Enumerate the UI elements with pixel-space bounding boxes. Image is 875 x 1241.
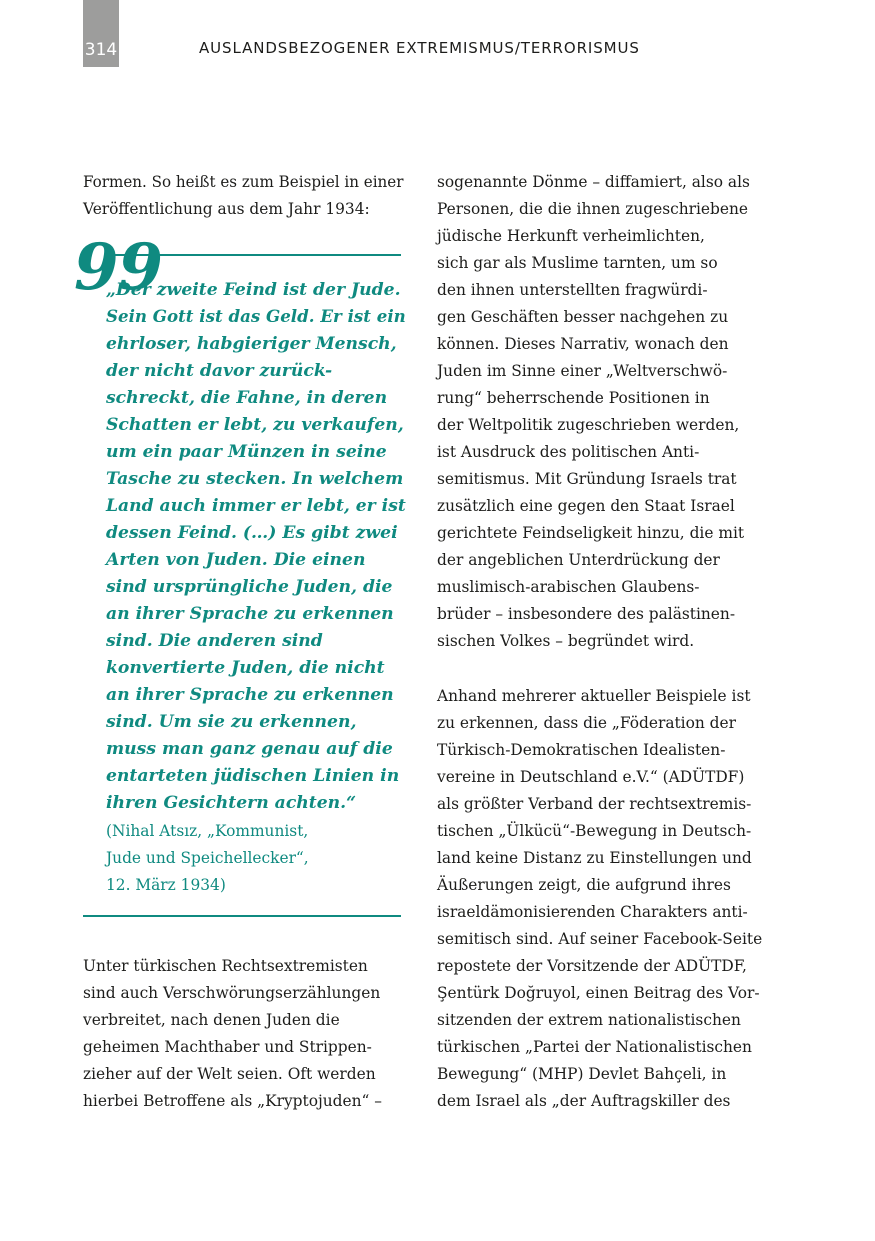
- quote-line: entarteten jüdischen Linien in: [106, 766, 400, 786]
- text-line: den ihnen unterstellten fragwürdi-: [437, 281, 708, 299]
- text-line: Juden im Sinne einer „Weltverschwö-: [437, 362, 728, 380]
- quote-line: an ihrer Sprache zu erkennen: [106, 685, 394, 705]
- text-line: Unter türkischen Rechtsextremisten: [83, 957, 368, 975]
- text-line: dem Israel als „der Auftragskiller des: [437, 1092, 731, 1110]
- text-line: sind auch Verschwörungserzählungen: [83, 984, 381, 1002]
- page-number-tab: [83, 0, 119, 67]
- text-line: zu erkennen, dass die „Föderation der: [437, 714, 736, 732]
- quote-line: „Der zweite Feind ist der Jude.: [106, 280, 401, 300]
- quote-line: Sein Gott ist das Geld. Er ist ein: [106, 307, 406, 327]
- right-paragraph-1: [437, 169, 767, 655]
- text-line: der Weltpolitik zugeschrieben werden,: [437, 416, 740, 434]
- quote-bottom-rule: [83, 915, 401, 917]
- text-line: sich gar als Muslime tarnten, um so: [437, 254, 718, 272]
- quote-line: sind. Die anderen sind: [106, 631, 323, 651]
- quote-line: der nicht davor zurück-: [106, 361, 333, 381]
- text-line: vereine in Deutschland e.V.“ (ADÜTDF): [437, 768, 745, 786]
- text-line: jüdische Herkunft verheimlichten,: [437, 227, 705, 245]
- text-line: gerichtete Feindseligkeit hinzu, die mit: [437, 524, 745, 542]
- text-line: der angeblichen Unterdrückung der: [437, 551, 720, 569]
- text-line: geheimen Machthaber und Strippen-: [83, 1038, 372, 1056]
- text-line: sischen Volkes – begründet wird.: [437, 632, 695, 650]
- text-line: Formen. So heißt es zum Beispiel in einer: [83, 173, 404, 191]
- text-line: sogenannte Dönme – diffamiert, also als: [437, 173, 750, 191]
- text-line: Anhand mehrerer aktueller Beispiele ist: [437, 687, 751, 705]
- text-line: sitzenden der extrem nationalistischen: [437, 1011, 741, 1029]
- quote-line: Schatten er lebt, zu verkaufen,: [106, 415, 404, 435]
- text-line: als größter Verband der rechtsextremis-: [437, 795, 752, 813]
- text-line: können. Dieses Narrativ, wonach den: [437, 335, 729, 353]
- quote-line: Arten von Juden. Die einen: [106, 550, 366, 570]
- text-line: semitismus. Mit Gründung Israels trat: [437, 470, 737, 488]
- quote-top-rule: [112, 254, 401, 256]
- text-line: brüder – insbesondere des palästinen-: [437, 605, 736, 623]
- left-bottom-paragraph: [83, 953, 403, 1115]
- text-line: tischen „Ülkücü“-Bewegung in Deutsch-: [437, 822, 752, 840]
- quote-line: Land auch immer er lebt, er ist: [106, 496, 406, 516]
- text-line: Bewegung“ (MHP) Devlet Bahçeli, in: [437, 1065, 727, 1083]
- quote-line: ihren Gesichtern achten.“: [106, 793, 357, 813]
- text-line: gen Geschäften besser nachgehen zu: [437, 308, 729, 326]
- text-line: israeldämonisierenden Charakters anti-: [437, 903, 748, 921]
- text-line: türkischen „Partei der Nationalistischen: [437, 1038, 752, 1056]
- quote-line: sind. Um sie zu erkennen,: [106, 712, 357, 732]
- source-line: (Nihal Atsız, „Kommunist,: [106, 822, 309, 840]
- blockquote: [106, 277, 406, 817]
- text-line: zieher auf der Welt seien. Oft werden: [83, 1065, 376, 1083]
- quote-line: dessen Feind. (…) Es gibt zwei: [106, 523, 398, 543]
- quote-line: an ihrer Sprache zu erkennen: [106, 604, 394, 624]
- text-line: verbreitet, nach denen Juden die: [83, 1011, 340, 1029]
- text-line: Veröffentlichung aus dem Jahr 1934:: [83, 200, 370, 218]
- text-line: Türkisch-Demokratischen Idealisten-: [437, 741, 726, 759]
- text-line: hierbei Betroffene als „Kryptojuden“ –: [83, 1092, 382, 1110]
- page-number: 314: [84, 40, 118, 60]
- quote-line: konvertierte Juden, die nicht: [106, 658, 385, 678]
- text-line: Şentürk Doğruyol, einen Beitrag des Vor-: [437, 984, 760, 1002]
- quote-line: Tasche zu stecken. In welchem: [106, 469, 404, 489]
- quote-line: ehrloser, habgieriger Mensch,: [106, 334, 397, 354]
- quote-source: [106, 818, 406, 899]
- left-intro-paragraph: [83, 169, 403, 223]
- quotation-mark-icon: 99: [74, 230, 164, 305]
- text-line: Personen, die die ihnen zugeschriebene: [437, 200, 748, 218]
- running-header: AUSLANDSBEZOGENER EXTREMISMUS/TERRORISMUS: [199, 39, 640, 57]
- right-paragraph-2: [437, 683, 767, 1115]
- quote-line: sind ursprüngliche Juden, die: [106, 577, 393, 597]
- text-line: ist Ausdruck des politischen Anti-: [437, 443, 700, 461]
- quote-line: um ein paar Münzen in seine: [106, 442, 387, 462]
- text-line: rung“ beherrschende Positionen in: [437, 389, 710, 407]
- text-line: repostete der Vorsitzende der ADÜTDF,: [437, 957, 747, 975]
- source-line: Jude und Speichellecker“,: [106, 849, 309, 867]
- text-line: zusätzlich eine gegen den Staat Israel: [437, 497, 735, 515]
- text-line: muslimisch-arabischen Glaubens-: [437, 578, 700, 596]
- text-line: Äußerungen zeigt, die aufgrund ihres: [437, 876, 731, 894]
- text-line: semitisch sind. Auf seiner Facebook-Seite: [437, 930, 763, 948]
- quote-line: schreckt, die Fahne, in deren: [106, 388, 388, 408]
- text-line: land keine Distanz zu Einstellungen und: [437, 849, 752, 867]
- source-line: 12. März 1934): [106, 876, 226, 894]
- quote-line: muss man ganz genau auf die: [106, 739, 393, 759]
